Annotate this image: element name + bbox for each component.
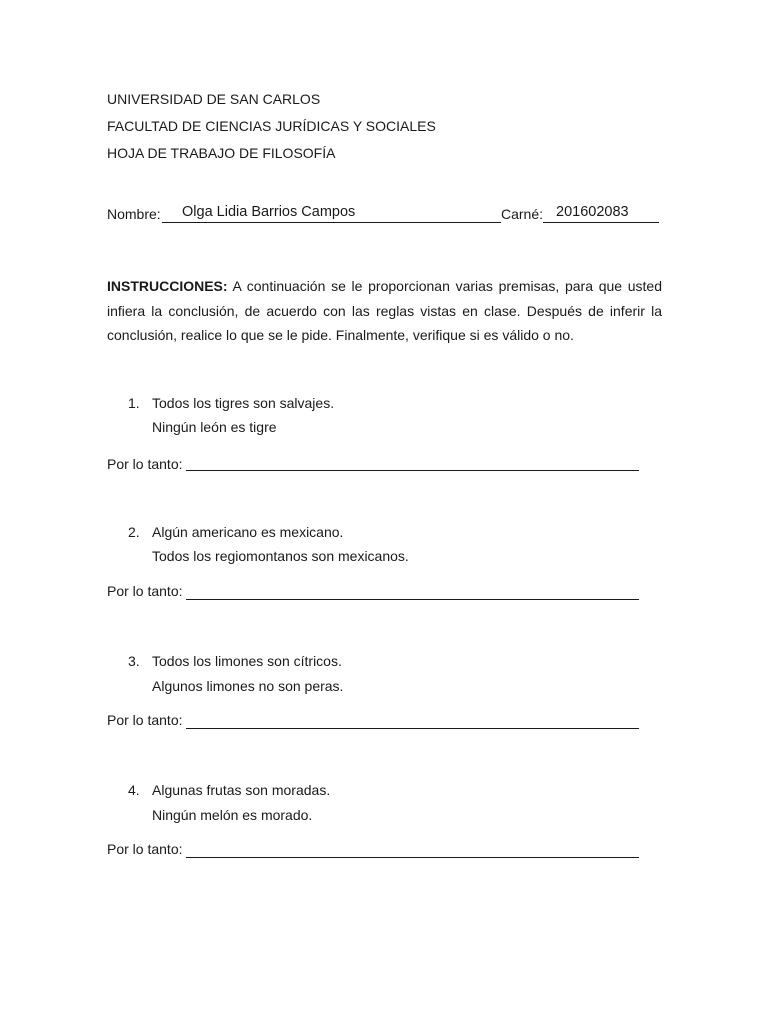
- faculty-name: FACULTAD DE CIENCIAS JURÍDICAS Y SOCIALES: [107, 118, 436, 134]
- carne-label-wrap: [501, 205, 543, 223]
- item-premise: Algunos limones no son peras.: [152, 678, 344, 694]
- name-value: Olga Lidia Barrios Campos: [182, 204, 356, 220]
- item-premise: Algún americano es mexicano.: [152, 524, 344, 540]
- instructions-label: INSTRUCCIONES:: [107, 278, 228, 294]
- item-premise: Todos los tigres son salvajes.: [152, 395, 335, 411]
- conclusion-label: Por lo tanto:: [107, 841, 183, 857]
- item-number: 4.: [128, 782, 140, 798]
- student-info-row: [107, 205, 161, 223]
- university-name: UNIVERSIDAD DE SAN CARLOS: [107, 91, 321, 107]
- item-number: 1.: [128, 395, 140, 411]
- carne-label: Carné:: [501, 206, 544, 222]
- item-number: 3.: [128, 653, 140, 669]
- instructions-text: A continuación se le proporcionan varias premisas, para que usted infiera la conclusión, de acuerdo con las reglas vistas en clase. Después de inferir la conclusión, realice lo que se le pide. Finalmente, verifique si es válido o no.: [107, 278, 663, 343]
- conclusion-label: Por lo tanto:: [107, 583, 183, 599]
- name-label: Nombre:: [107, 206, 161, 222]
- item-premise: Todos los limones son cítricos.: [152, 653, 342, 669]
- item-premise: Ningún melón es morado.: [152, 807, 313, 823]
- item-premise: Ningún león es tigre: [152, 419, 277, 435]
- conclusion-field[interactable]: [186, 840, 639, 858]
- conclusion-field[interactable]: [186, 453, 639, 471]
- carne-value: 201602083: [556, 204, 629, 220]
- item-premise: Algunas frutas son moradas.: [152, 782, 331, 798]
- conclusion-field[interactable]: [186, 582, 639, 600]
- instructions-paragraph: [107, 274, 662, 348]
- conclusion-field[interactable]: [186, 711, 639, 729]
- conclusion-label: Por lo tanto:: [107, 712, 183, 728]
- item-number: 2.: [128, 524, 140, 540]
- conclusion-label: Por lo tanto:: [107, 456, 183, 472]
- worksheet-title: HOJA DE TRABAJO DE FILOSOFÍA: [107, 145, 336, 161]
- item-premise: Todos los regiomontanos son mexicanos.: [152, 548, 409, 564]
